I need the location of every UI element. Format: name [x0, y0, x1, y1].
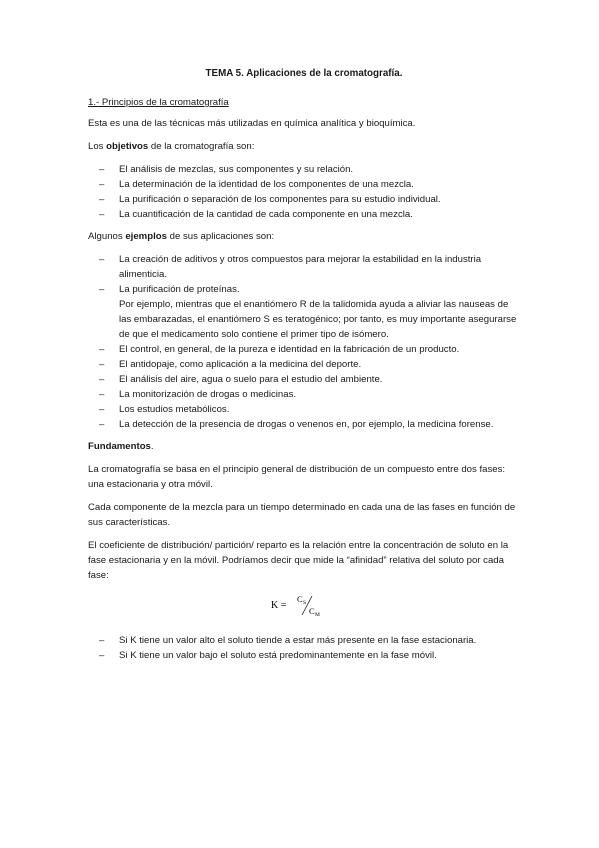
list-item: – Si K tiene un valor bajo el soluto está predominantemente en la fase móvil.: [88, 648, 520, 663]
document-page: [88, 66, 520, 670]
list-item: – La purificación de proteínas. Por ejemplo, mientras que el enantiómero R de la talidomida ayuda a aliviar las nauseas de las embarazadas, el enantiómero S es teratogénico; por tanto, es muy importante asegurarse de que el medicamento solo contiene el primer tipo de isómero.: [88, 282, 520, 342]
list-item: – El análisis de mezclas, sus componentes y su relación.: [88, 162, 520, 177]
list-item: – El control, en general, de la pureza e identidad en la fabricación de un producto.: [88, 342, 520, 357]
formula-graphic: [269, 591, 339, 619]
list-item: – La creación de aditivos y otros compuestos para mejorar la estabilidad en la industria alimenticia.: [88, 252, 520, 282]
list-item: – Los estudios metabólicos.: [88, 402, 520, 417]
objetivos-list: [88, 162, 520, 222]
formula-lhs: K =: [271, 600, 287, 611]
objetivos-bold: objetivos: [106, 141, 149, 152]
formula-numerator-sub: S: [303, 600, 307, 606]
list-item: – Si K tiene un valor alto el soluto tiende a estar más presente en la fase estacionaria.: [88, 633, 520, 648]
paragraph: La cromatografía se basa en el principio general de distribución de un compuesto entre dos fases: una estacionaria y otra móvil.: [88, 464, 506, 490]
formula-denominator: C: [309, 606, 315, 616]
ejemplo-detalle: Por ejemplo, mientras que el enantiómero R de la talidomida ayuda a aliviar las nauseas de las embarazadas, el enantiómero S es teratogénico; por tanto, es muy importante asegurarse de que el medicamento solo contiene el primer tipo de isómero.: [119, 299, 517, 340]
formula-denominator-sub: M: [315, 612, 320, 618]
list-item: – La cuantificación de la cantidad de cada componente en una mezcla.: [88, 207, 520, 222]
objetivos-lead: Los objetivos de la cromatografía son:: [88, 141, 255, 152]
ejemplos-list: [88, 252, 520, 432]
list-item: – La determinación de la identidad de los componentes de una mezcla.: [88, 177, 520, 192]
list-item: – El análisis del aire, agua o suelo para el estudio del ambiente.: [88, 372, 520, 387]
paragraph: El coeficiente de distribución/ partición/ reparto es la relación entre la concentración de soluto en la fase estacionaria y en la móvil. Podríamos decir que mide la “afinidad” relativa del soluto por cada fase:: [88, 540, 509, 581]
k-values-list: [88, 633, 520, 663]
list-item: – La monitorización de drogas o medicinas.: [88, 387, 520, 402]
page-title: TEMA 5. Aplicaciones de la cromatografía.: [205, 68, 403, 79]
distribution-coefficient-formula: [88, 591, 520, 619]
ejemplos-bold: ejemplos: [125, 231, 167, 242]
section-heading: 1.- Principios de la cromatografía: [88, 97, 229, 108]
ejemplos-lead: Algunos ejemplos de sus aplicaciones son:: [88, 231, 275, 242]
paragraph: Cada componente de la mezcla para un tiempo determinado en cada una de las fases en función de sus características.: [88, 502, 516, 528]
fundamentos-heading: Fundamentos.: [88, 441, 154, 452]
list-item: – El antidopaje, como aplicación a la medicina del deporte.: [88, 357, 520, 372]
formula-numerator: C: [297, 594, 303, 604]
list-item: – La detección de la presencia de drogas o venenos en, por ejemplo, la medicina forense.: [88, 417, 520, 432]
list-item: – La purificación o separación de los componentes para su estudio individual.: [88, 192, 520, 207]
intro-paragraph: Esta es una de las técnicas más utilizadas en química analítica y bioquímica.: [88, 118, 416, 129]
